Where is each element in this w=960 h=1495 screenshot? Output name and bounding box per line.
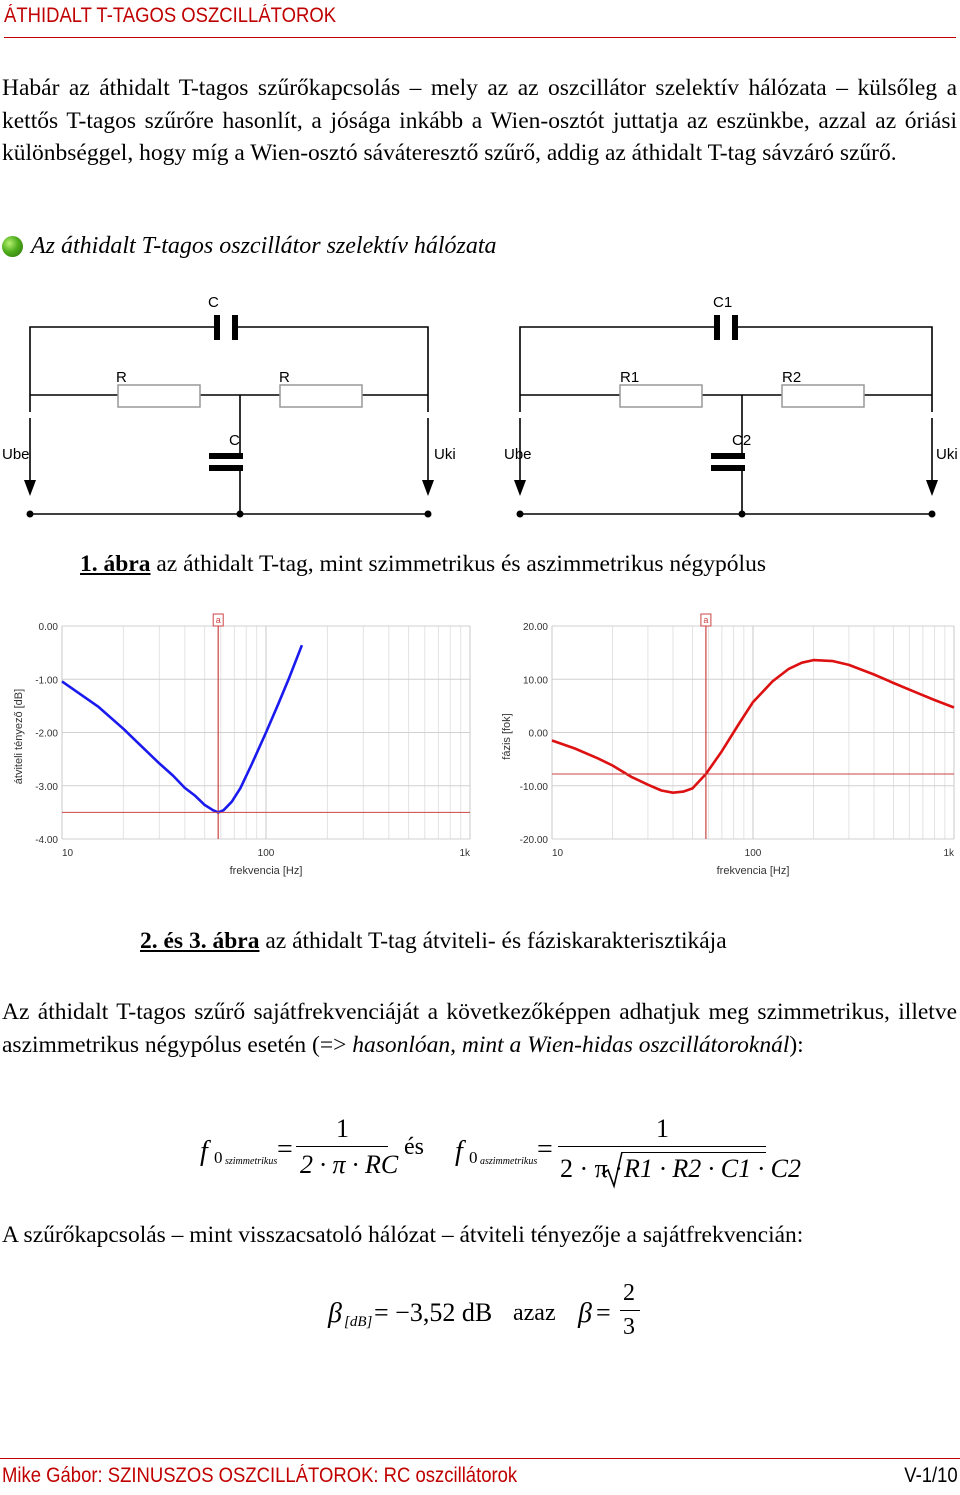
label-uki-left: Uki — [434, 446, 456, 463]
capacitor-c2 — [711, 453, 745, 459]
y-axis-label: fázis [fok] — [501, 713, 513, 760]
label-r-1: R — [116, 369, 127, 386]
fraction-bar — [620, 1310, 640, 1311]
capacitor-c1 — [714, 315, 720, 340]
resistor-r-2 — [280, 385, 362, 407]
label-ube-left: Ube — [2, 446, 30, 463]
sqrt-argument: R1 · R2 · C1 · C2 — [624, 1154, 801, 1183]
label-c-mid: C — [229, 432, 240, 449]
node-dot — [739, 511, 746, 518]
x-tick-label: 10 — [62, 848, 74, 859]
y-tick-label: -1.00 — [35, 675, 58, 687]
circuit-diagram — [0, 280, 960, 525]
node-dot — [517, 511, 524, 518]
y-axis-label: átviteli tényező [dB] — [13, 688, 25, 785]
label-ube-right: Ube — [504, 446, 532, 463]
capacitor-c-mid — [209, 453, 243, 459]
sub-szimmetrikus: szimmetrikus — [225, 1156, 278, 1167]
phase-chart — [490, 605, 960, 887]
wien-reference: hasonlóan, mint a Wien-hidas oszcillátoroknál — [352, 1031, 790, 1058]
x-tick-label: 10 — [552, 848, 564, 859]
y-tick-label: -20.00 — [519, 835, 548, 846]
figure1-label: 1. ábra — [80, 551, 151, 577]
transfer-chart — [0, 605, 480, 887]
footer-author: Mike Gábor: SZINUSZOS OSZCILLÁTOROK: RC oszcillátorok — [2, 1464, 518, 1487]
page-header-title: ÁTHIDALT T-TAGOS OSZCILLÁTOROK — [4, 4, 337, 27]
figure1-text: az áthidalt T-tag, mint szimmetrikus és aszimmetrikus négypólus — [150, 551, 766, 577]
y-tick-label: 20.00 — [522, 622, 548, 633]
label-r-2: R — [279, 369, 290, 386]
label-uki-right: Uki — [936, 446, 958, 463]
figure23-label: 2. és 3. ábra — [140, 928, 260, 954]
y-tick-label: 0.00 — [38, 622, 58, 633]
beta-formula: β [dB] = −3,52 dB azaz β = 2 3 — [0, 1280, 960, 1350]
marker-label: a — [703, 615, 709, 625]
figure1-caption — [80, 551, 766, 578]
y-tick-label: -3.00 — [35, 781, 58, 793]
resistor-r2 — [782, 385, 864, 407]
x-tick-label: 100 — [257, 848, 275, 859]
fraction-bar — [296, 1146, 388, 1147]
page-footer — [0, 1458, 960, 1495]
label-c2: C2 — [732, 432, 752, 449]
capacitor-c-top — [232, 315, 238, 340]
section-title: Az áthidalt T-tagos oszcillátor szelektív hálózata — [31, 232, 497, 259]
x-tick-label: 1k — [943, 848, 954, 859]
page-header — [4, 4, 956, 38]
sub-aszimmetrikus: aszimmetrikus — [480, 1156, 538, 1167]
sqrt-sign — [600, 1150, 624, 1190]
header-divider — [4, 37, 956, 38]
x-axis-label: frekvencia [Hz] — [229, 865, 303, 877]
label-c1: C1 — [713, 294, 733, 311]
label-r1: R1 — [620, 369, 640, 386]
capacitor-c-mid — [209, 465, 243, 471]
label-r2: R2 — [782, 369, 802, 386]
footer-divider — [0, 1458, 960, 1459]
marker-label: a — [215, 615, 221, 625]
figure23-caption — [140, 928, 727, 955]
node-dot — [27, 511, 34, 518]
y-tick-label: -4.00 — [35, 835, 58, 846]
section-heading — [2, 230, 497, 262]
label-c-top: C — [208, 294, 219, 311]
eigenfrequency-formula: f 0 szimmetrikus = 1 2 · π · RC és f 0 aszimmetrikus = 1 2 · π · R1 · R2 · C1 · C2 — [0, 1110, 960, 1200]
y-tick-label: -2.00 — [35, 728, 58, 740]
eigenfrequency-paragraph: Az áthidalt T-tagos szűrő sajátfrekvenciáját a következőképpen adhatjuk meg szimmetrikus, illetve aszimmetrikus négypólus esetén (=> hasonlóan, mint a Wien-hidas oszcillátoroknál): — [2, 999, 957, 1058]
y-tick-label: 10.00 — [522, 675, 548, 687]
capacitor-c1 — [732, 315, 738, 340]
x-axis-label: frekvencia [Hz] — [716, 865, 790, 877]
intro-paragraph: Habár az áthidalt T-tagos szűrőkapcsolás – mely az az oszcillátor szelektív hálózata – külsőleg a kettős T-tagos szűrőre hasonlít, a jósága inkább a Wien-osztót juttatja az eszünkbe, azzal az óriási különbséggel, hogy míg a Wien-osztó sáváteresztő szűrő, addig az áthidalt T-tag sávzáró szűrő. — [2, 75, 957, 166]
y-tick-label: -10.00 — [519, 781, 548, 793]
node-dot — [425, 511, 432, 518]
figure23-text: az áthidalt T-tag átviteli- és fáziskarakterisztikája — [259, 928, 727, 954]
page-number: V-1/10 — [904, 1464, 958, 1487]
node-dot — [237, 511, 244, 518]
y-tick-label: 0.00 — [528, 728, 548, 740]
capacitor-c2 — [711, 465, 745, 471]
fraction-bar — [558, 1146, 766, 1147]
x-tick-label: 1k — [459, 848, 470, 859]
node-dot — [929, 511, 936, 518]
resistor-r1 — [620, 385, 702, 407]
capacitor-c-top — [214, 315, 220, 340]
x-tick-label: 100 — [744, 848, 762, 859]
resistor-r-1 — [118, 385, 200, 407]
transfer-paragraph: A szűrőkapcsolás – mint visszacsatoló hálózat – átviteli tényezője a sajátfrekvencián: — [2, 1222, 804, 1248]
green-bullet-icon — [2, 236, 23, 257]
